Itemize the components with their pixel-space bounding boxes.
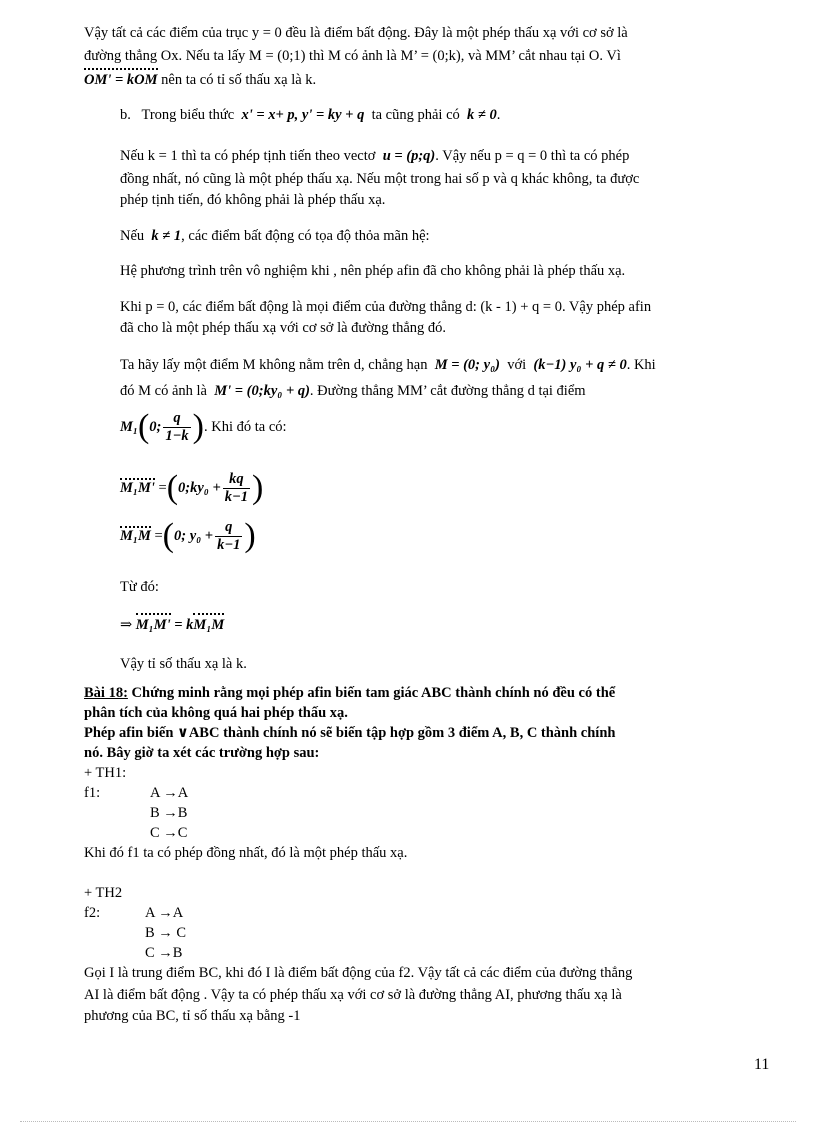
text-line: đã cho là một phép thấu xạ với cơ sở là đường thẳng đó. <box>120 320 447 336</box>
text-line: Ta hãy lấy một điểm M không nằm trên d, chẳng hạn M = (0; y₀) với (k−1) y₀ + q ≠ 0. Khi <box>120 357 656 373</box>
text-line: Khi p = 0, các điểm bất động là mọi điểm của đường thẳng d: (k - 1) + q = 0. Vậy phép afin <box>120 299 652 315</box>
math-expression: M = (0; y₀) <box>434 357 500 373</box>
mapping: A →A <box>150 785 189 801</box>
vector-formula-m1m: M₁M = ( 0; y₀ + $\frac{q}{k-1}$ ) <box>120 517 256 554</box>
text-line: đó M có ảnh là M' = (0;ky₀ + q). Đường thẳng MM’ cắt đường thẳng d tại điểm <box>120 383 586 399</box>
function-label: f2: <box>84 905 101 921</box>
fraction: $\frac{q}{k-1}$ <box>217 518 241 553</box>
text-line: phép tịnh tiến, đó không phải là phép thấu xạ. <box>120 192 386 208</box>
text-line: Gọi I là trung điểm BC, khi đó I là điểm bất động của f2. Vậy tất cả các điểm của đường thẳng <box>84 965 633 981</box>
math-expression: (k−1) y₀ + q ≠ 0 <box>533 357 627 373</box>
text-line: Hệ phương trình trên vô nghiệm khi , nên phép afin đã cho không phải là phép thấu xạ. <box>120 263 626 279</box>
text-line: Khi đó f1 ta có phép đồng nhất, đó là một phép thấu xạ. <box>84 845 408 861</box>
mapping: B → C <box>145 925 187 941</box>
text-line: Phép afin biến ∨ABC thành chính nó sẽ biến tập hợp gồm 3 điểm A, B, C thành chính <box>84 725 616 741</box>
exercise-heading: Bài 18: Chứng minh rằng mọi phép afin biến tam giác ABC thành chính nó đều có thể <box>84 685 616 701</box>
point-m1-formula: M₁ ( 0; $\frac{q}{1-k}$ ) . Khi đó ta có: <box>120 408 287 445</box>
case-label: + TH1: <box>84 765 127 781</box>
mapping: A →A <box>145 905 184 921</box>
function-label: f1: <box>84 785 101 801</box>
math-expression: k ≠ 1 <box>151 228 182 244</box>
text-line: phương của BC, tỉ số thấu xạ bằng -1 <box>84 1008 301 1024</box>
text-line: Vậy tất cả các điểm của trục y = 0 đều là điểm bất động. Đây là một phép thấu xạ với cơ sở là <box>84 25 628 41</box>
implication-formula: ⇒ M₁M' = kM₁M <box>120 617 225 633</box>
math-expression: M' = (0;ky₀ + q) <box>214 383 310 399</box>
math-expression: k ≠ 0 <box>467 107 497 123</box>
text-line: Nếu k ≠ 1, các điểm bất động có tọa độ thỏa mãn hệ: <box>120 228 430 244</box>
text-line: b. Trong biểu thức x' = x+ p, y' = ky + q ta cũng phải có k ≠ 0. <box>120 107 501 123</box>
text-line: phân tích của không quá hai phép thấu xạ. <box>84 705 348 721</box>
text-line: đồng nhất, nó cũng là một phép thấu xạ. Nếu một trong hai số p và q khác không, ta được <box>120 171 640 187</box>
fraction: $\frac{kq}{k-1}$ <box>224 470 249 505</box>
text-line: OM' = kOM nên ta có tỉ số thấu xạ là k. <box>84 72 317 88</box>
text-line: Từ đó: <box>120 579 159 595</box>
text-line: AI là điểm bất động . Vậy ta có phép thấu xạ với cơ sở là đường thẳng AI, phương thấu xạ là <box>84 987 622 1003</box>
mapping: C →C <box>150 825 188 841</box>
fraction: $\frac{q}{1-k}$ <box>165 409 189 444</box>
text-line: Vậy tỉ số thấu xạ là k. <box>120 656 247 672</box>
text-line: đường thẳng Ox. Nếu ta lấy M = (0;1) thì M có ảnh là M’ = (0;k), và MM’ cắt nhau tại O. Vì <box>84 48 621 64</box>
vector-equation: OM' = kOM <box>84 72 158 88</box>
vector-formula-m1m-prime: M₁M' = ( 0;ky₀ + $\frac{kq}{k-1}$ ) <box>120 469 264 506</box>
math-expression: x' = x+ p, y' = ky + q <box>241 107 365 123</box>
math-expression: u = (p;q) <box>382 148 436 164</box>
page-number: 11 <box>754 1056 770 1073</box>
text-line: Nếu k = 1 thì ta có phép tịnh tiến theo vectơ u = (p;q). Vậy nếu p = q = 0 thì ta có phép <box>120 148 630 164</box>
page-bottom-divider <box>20 1121 796 1122</box>
case-label: + TH2 <box>84 885 123 901</box>
mapping: C →B <box>145 945 183 961</box>
text-line: nó. Bây giờ ta xét các trường hợp sau: <box>84 745 320 761</box>
mapping: B →B <box>150 805 188 821</box>
